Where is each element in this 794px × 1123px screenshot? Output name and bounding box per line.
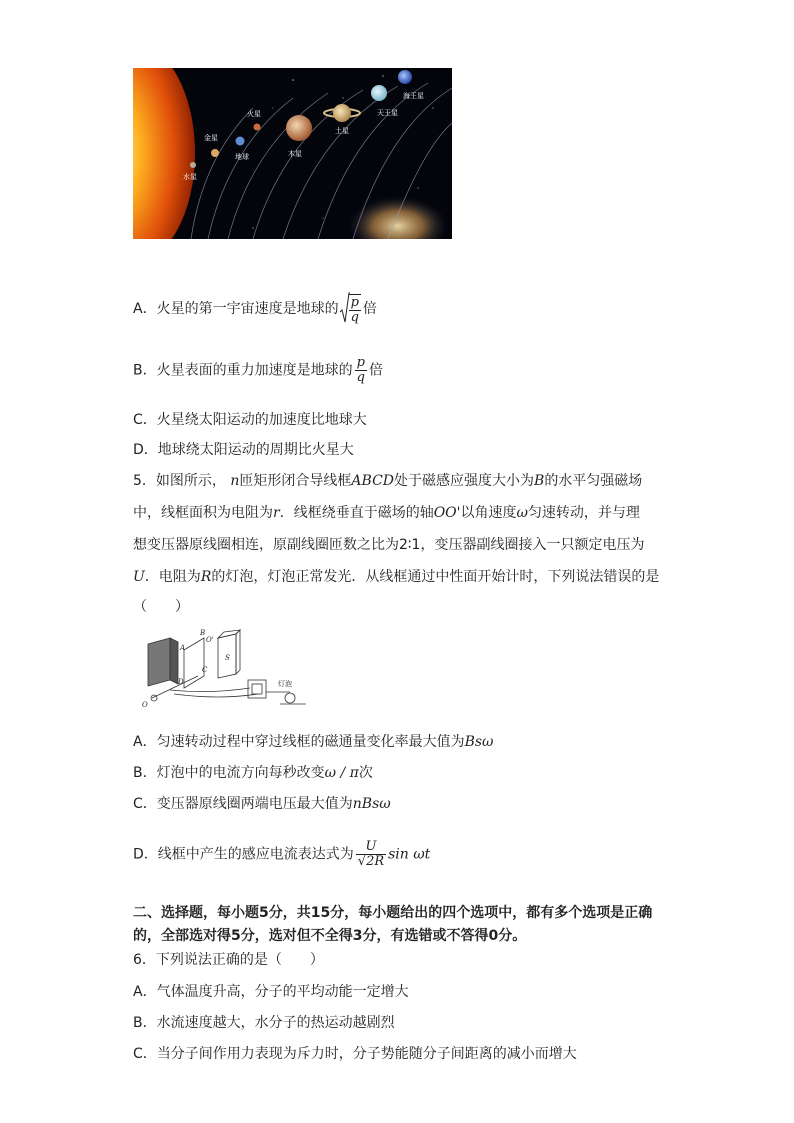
q5-option-d-tail: sin ωt <box>388 846 431 863</box>
fig-label-d: D <box>178 678 184 686</box>
q5-text: 匀速转动，并与理 <box>527 505 640 521</box>
q5-text: 5．如图所示， <box>133 473 226 489</box>
q4-a-denominator: q <box>350 309 359 325</box>
q5-text: 中，线框面积为电阻为 <box>133 505 273 521</box>
q4-option-b-suffix: 倍 <box>368 362 383 379</box>
section2-title-line1: 二、选择题，每小题5分，共15分，每小题给出的四个选项中，都有多个选项是正确 <box>133 905 653 921</box>
label-uranus: 天王星 <box>377 109 398 117</box>
q4-a-numerator: p <box>350 294 359 310</box>
q5-option-c <box>133 794 391 814</box>
q5-option-d <box>133 840 430 869</box>
label-mars: 火星 <box>247 110 261 118</box>
q4-option-d: D．地球绕太阳运动的周期比火星大 <box>133 442 354 458</box>
q4-b-denominator: q <box>356 370 365 385</box>
q6-stem: 6．下列说法正确的是（ ） <box>133 952 324 968</box>
label-jupiter: 木星 <box>288 150 302 158</box>
mercury-planet <box>190 162 196 168</box>
fraction <box>356 840 386 869</box>
q4-option-b-text: B．火星表面的重力加速度是地球的 <box>133 362 353 379</box>
neptune-planet <box>398 70 412 84</box>
sqrt-fraction <box>339 292 363 326</box>
q5-math-omega: ω <box>516 505 528 521</box>
q6-option-a: A．气体温度升高，分子的平均动能一定增大 <box>133 984 409 1000</box>
uranus-planet <box>371 85 387 101</box>
q5-math-r: r <box>273 505 280 521</box>
q4-option-c: C．火星绕太阳运动的加速度比地球大 <box>133 412 367 428</box>
label-earth: 地球 <box>235 153 249 161</box>
q5-option-c-math: nBsω <box>352 796 391 812</box>
q5-math-n: n <box>230 473 240 489</box>
q5-math-abcd: ABCD <box>351 473 395 489</box>
q5-text: 以角速度 <box>460 505 517 521</box>
q5-math-oo: OO' <box>433 505 461 521</box>
q5-text: 想变压器原线圈相连，原副线圈匝数之比为 <box>133 537 399 553</box>
fraction <box>355 356 367 385</box>
q4-option-b <box>133 356 383 385</box>
q5-option-b-suffix: 次 <box>358 765 373 781</box>
label-neptune: 海王星 <box>403 92 424 100</box>
label-venus: 金星 <box>204 134 218 142</box>
q5-option-a-math: Bsω <box>464 734 494 750</box>
solar-system-image <box>133 68 452 239</box>
q5-math-r-upper: R <box>200 569 212 585</box>
q5-math-b: B <box>534 473 545 489</box>
q5-text: 的灯泡，灯泡正常发光．从线框通过中性面开始计时，下列说法错误的是 <box>211 569 660 585</box>
q4-option-a-suffix: 倍 <box>362 301 377 317</box>
label-mercury: 水星 <box>183 173 197 181</box>
earth-planet <box>236 137 245 146</box>
q5-text: ．电阻为 <box>144 569 201 585</box>
fig-label-b: B <box>200 629 206 637</box>
fig-label-o: O <box>142 701 148 708</box>
jupiter-planet <box>286 115 312 141</box>
q5-option-c-text: C．变压器原线圈两端电压最大值为 <box>133 796 353 812</box>
q4-b-numerator: p <box>356 355 365 370</box>
q5-stem-line4 <box>133 567 659 587</box>
q5-stem-line3 <box>133 535 644 555</box>
q4-option-a-text: A．火星的第一宇宙速度是地球的 <box>133 301 339 317</box>
q5-text: 处于磁感应强度大小为 <box>394 473 535 489</box>
q5-d-denominator: √2R <box>357 854 385 869</box>
label-saturn: 土星 <box>335 127 349 135</box>
fig-label-a: A <box>180 644 186 652</box>
fig-label-c: C <box>202 666 208 674</box>
q5-d-numerator: U <box>365 839 377 854</box>
fig-label-lamp: 灯泡 <box>278 680 292 688</box>
q5-option-a-text: A．匀速转动过程中穿过线框的磁通量变化率最大值为 <box>133 734 465 750</box>
q5-text: 的水平匀强磁场 <box>544 473 643 489</box>
q5-text: 匝矩形闭合导线框 <box>239 473 352 489</box>
q5-ratio: 2∶1 <box>399 537 421 553</box>
q5-math-u: U <box>133 569 145 585</box>
q5-text: ．线框绕垂直于磁场的轴 <box>279 505 434 521</box>
generator-diagram <box>140 628 312 708</box>
mars-planet <box>254 124 261 131</box>
q5-option-d-text: D．线框中产生的感应电流表达式为 <box>133 846 354 863</box>
solar-system-illustration <box>133 68 452 239</box>
venus-planet <box>211 149 219 157</box>
q6-option-b: B．水流速度越大，水分子的热运动越剧烈 <box>133 1015 395 1031</box>
generator-illustration <box>140 628 312 708</box>
q5-text: ，变压器副线圈接入一只额定电压为 <box>420 537 645 553</box>
fig-label-o-prime: O' <box>206 636 214 644</box>
q5-option-b-text: B．灯泡中的电流方向每秒改变 <box>133 765 325 781</box>
q5-option-b <box>133 763 373 783</box>
q5-option-a <box>133 732 493 752</box>
q5-option-b-math: ω / π <box>324 765 359 781</box>
q5-stem-line2 <box>133 503 640 523</box>
section2-title-line2: 的，全部选对得5分，选对但不全得3分，有选错或不答得0分。 <box>133 928 527 944</box>
q6-option-c: C．当分子间作用力表现为斥力时，分子势能随分子间距离的减小而增大 <box>133 1046 577 1062</box>
q5-stem-line1 <box>133 471 642 491</box>
fig-label-s: S <box>225 654 230 662</box>
q5-stem-line5: （ ） <box>133 599 189 615</box>
q4-option-a <box>133 292 377 326</box>
